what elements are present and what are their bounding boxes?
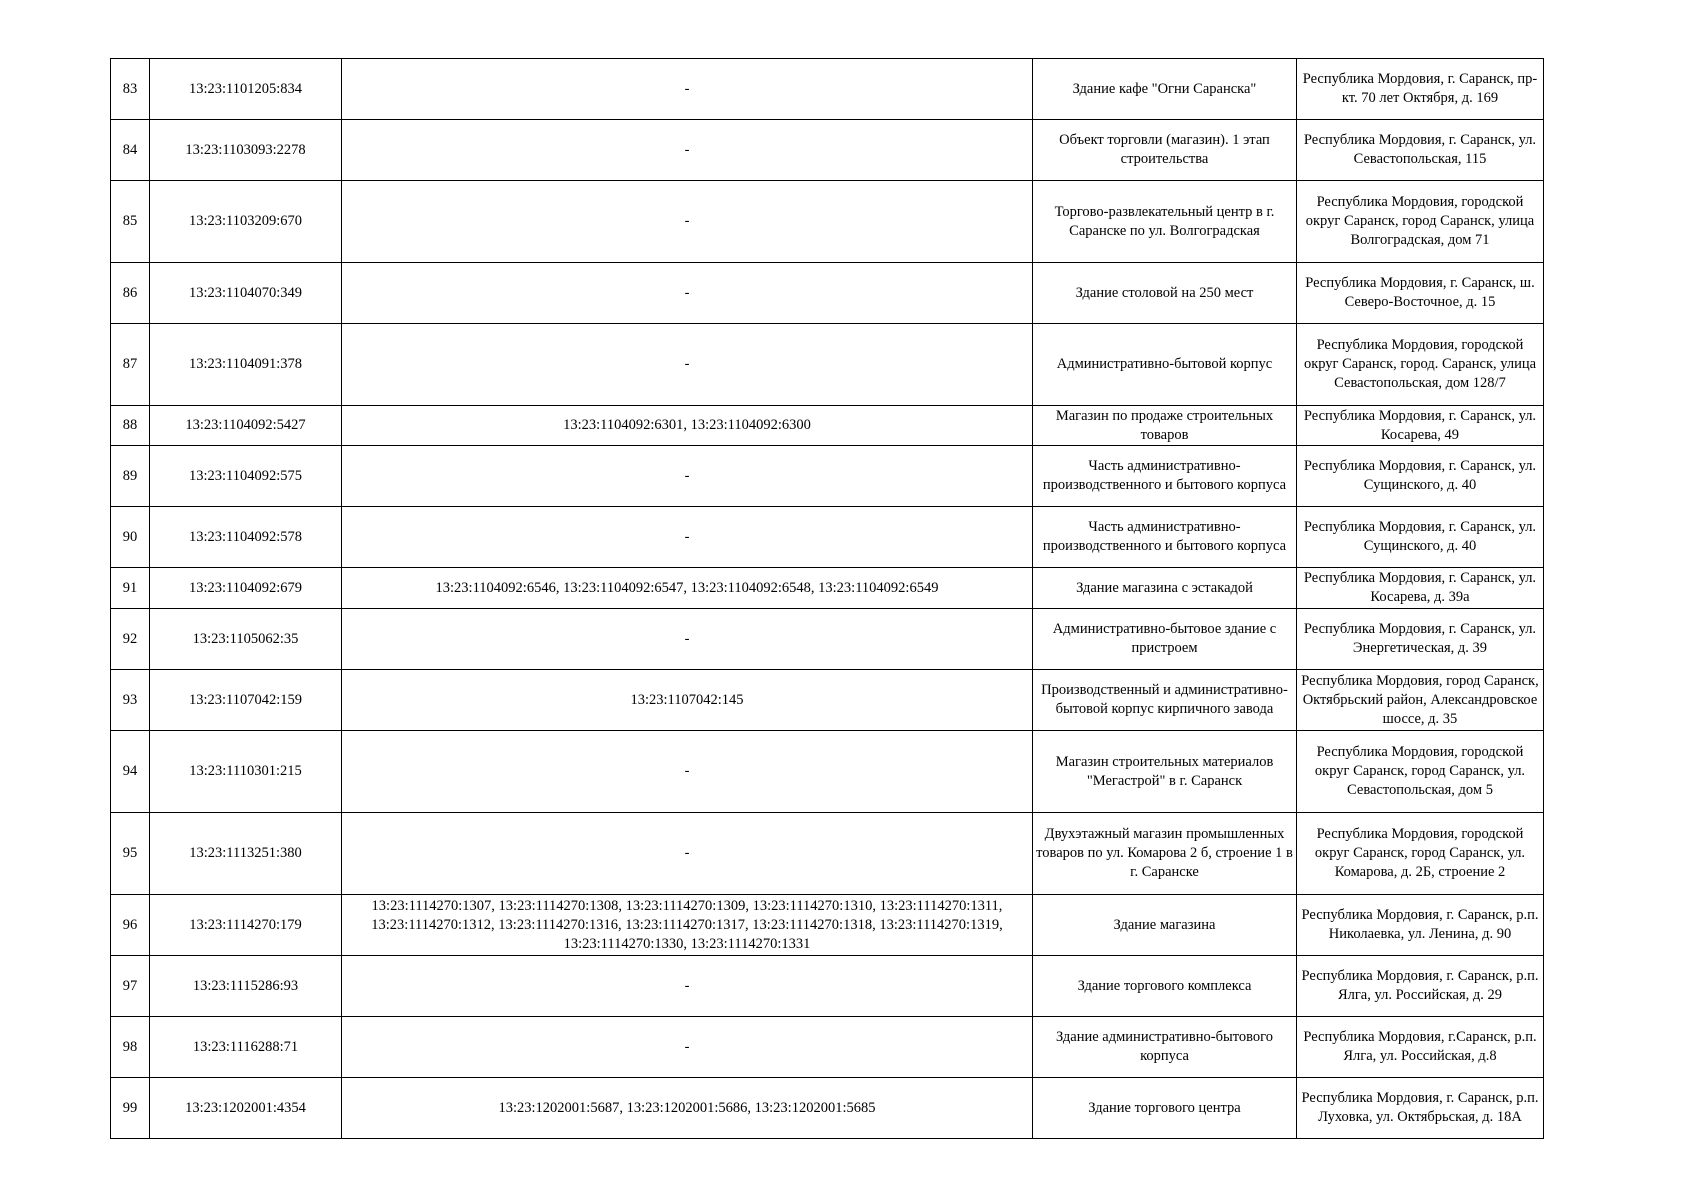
linked-parcels-cell: - <box>342 263 1033 324</box>
object-name-cell: Часть административно-производственного и бытового корпуса <box>1033 507 1297 568</box>
object-name-cell: Двухэтажный магазин промышленных товаров по ул. Комарова 2 б, строение 1 в г. Саранске <box>1033 813 1297 895</box>
linked-parcels-cell: - <box>342 507 1033 568</box>
address-cell: Республика Мордовия, городской округ Саранск, город Саранск, улица Волгоградская, дом 71 <box>1297 181 1544 263</box>
object-name-cell: Здание торгового комплекса <box>1033 956 1297 1017</box>
address-cell: Республика Мордовия, г. Саранск, р.п. Луховка, ул. Октябрьская, д. 18А <box>1297 1078 1544 1139</box>
linked-parcels-cell: - <box>342 731 1033 813</box>
registry-table-body <box>111 59 1544 1139</box>
cadastral-number-cell: 13:23:1104092:679 <box>150 568 342 609</box>
row-number-cell: 85 <box>111 181 150 263</box>
cadastral-number-cell: 13:23:1116288:71 <box>150 1017 342 1078</box>
linked-parcels-cell: - <box>342 120 1033 181</box>
row-number-cell: 98 <box>111 1017 150 1078</box>
table-row <box>111 731 1544 813</box>
address-cell: Республика Мордовия, г. Саранск, ул. Энергетическая, д. 39 <box>1297 609 1544 670</box>
address-cell: Республика Мордовия, г. Саранск, р.п. Николаевка, ул. Ленина, д. 90 <box>1297 895 1544 956</box>
cadastral-number-cell: 13:23:1113251:380 <box>150 813 342 895</box>
object-name-cell: Торгово-развлекательный центр в г. Саранске по ул. Волгоградская <box>1033 181 1297 263</box>
object-name-cell: Здание магазина <box>1033 895 1297 956</box>
row-number-cell: 86 <box>111 263 150 324</box>
address-cell: Республика Мордовия, г. Саранск, ш. Северо-Восточное, д. 15 <box>1297 263 1544 324</box>
object-name-cell: Здание торгового центра <box>1033 1078 1297 1139</box>
row-number-cell: 99 <box>111 1078 150 1139</box>
linked-parcels-cell: - <box>342 956 1033 1017</box>
linked-parcels-cell: 13:23:1104092:6301, 13:23:1104092:6300 <box>342 406 1033 446</box>
linked-parcels-cell: - <box>342 59 1033 120</box>
linked-parcels-cell: - <box>342 813 1033 895</box>
cadastral-number-cell: 13:23:1104070:349 <box>150 263 342 324</box>
address-cell: Республика Мордовия, г. Саранск, ул. Косарева, д. 39а <box>1297 568 1544 609</box>
linked-parcels-cell: 13:23:1104092:6546, 13:23:1104092:6547, 13:23:1104092:6548, 13:23:1104092:6549 <box>342 568 1033 609</box>
row-number-cell: 93 <box>111 670 150 731</box>
property-registry-table <box>110 58 1544 1139</box>
table-row <box>111 895 1544 956</box>
address-cell: Республика Мордовия, г.Саранск, р.п. Ялга, ул. Российская, д.8 <box>1297 1017 1544 1078</box>
row-number-cell: 97 <box>111 956 150 1017</box>
row-number-cell: 84 <box>111 120 150 181</box>
row-number-cell: 91 <box>111 568 150 609</box>
linked-parcels-cell: - <box>342 181 1033 263</box>
table-row <box>111 609 1544 670</box>
row-number-cell: 87 <box>111 324 150 406</box>
row-number-cell: 83 <box>111 59 150 120</box>
address-cell: Республика Мордовия, г. Саранск, ул. Севастопольская, 115 <box>1297 120 1544 181</box>
cadastral-number-cell: 13:23:1104092:578 <box>150 507 342 568</box>
table-row <box>111 406 1544 446</box>
row-number-cell: 92 <box>111 609 150 670</box>
cadastral-number-cell: 13:23:1115286:93 <box>150 956 342 1017</box>
table-row <box>111 1078 1544 1139</box>
row-number-cell: 96 <box>111 895 150 956</box>
address-cell: Республика Мордовия, городской округ Саранск, город Саранск, ул. Севастопольская, дом 5 <box>1297 731 1544 813</box>
object-name-cell: Здание магазина с эстакадой <box>1033 568 1297 609</box>
table-row <box>111 59 1544 120</box>
address-cell: Республика Мордовия, г. Саранск, ул. Косарева, 49 <box>1297 406 1544 446</box>
object-name-cell: Часть административно-производственного и бытового корпуса <box>1033 446 1297 507</box>
row-number-cell: 95 <box>111 813 150 895</box>
linked-parcels-cell: 13:23:1114270:1307, 13:23:1114270:1308, 13:23:1114270:1309, 13:23:1114270:1310, 13:23:1114270:1311, 13:23:1114270:1312, 13:23:1114270:1316, 13:23:1114270:1317, 13:23:1114270:1318, 13:23:1114270:1319, 13:23:1114270:1330, 13:23:1114270:1331 <box>342 895 1033 956</box>
object-name-cell: Магазин строительных материалов "Мегастрой" в г. Саранск <box>1033 731 1297 813</box>
address-cell: Республика Мордовия, г. Саранск, ул. Сущинского, д. 40 <box>1297 446 1544 507</box>
address-cell: Республика Мордовия, г. Саранск, р.п. Ялга, ул. Российская, д. 29 <box>1297 956 1544 1017</box>
row-number-cell: 94 <box>111 731 150 813</box>
cadastral-number-cell: 13:23:1103093:2278 <box>150 120 342 181</box>
table-row <box>111 813 1544 895</box>
cadastral-number-cell: 13:23:1114270:179 <box>150 895 342 956</box>
linked-parcels-cell: 13:23:1107042:145 <box>342 670 1033 731</box>
object-name-cell: Административно-бытовой корпус <box>1033 324 1297 406</box>
cadastral-number-cell: 13:23:1104092:5427 <box>150 406 342 446</box>
cadastral-number-cell: 13:23:1104091:378 <box>150 324 342 406</box>
table-row <box>111 956 1544 1017</box>
address-cell: Республика Мордовия, г. Саранск, ул. Сущинского, д. 40 <box>1297 507 1544 568</box>
table-row <box>111 120 1544 181</box>
cadastral-number-cell: 13:23:1104092:575 <box>150 446 342 507</box>
linked-parcels-cell: - <box>342 609 1033 670</box>
object-name-cell: Здание административно-бытового корпуса <box>1033 1017 1297 1078</box>
cadastral-number-cell: 13:23:1103209:670 <box>150 181 342 263</box>
table-row <box>111 670 1544 731</box>
address-cell: Республика Мордовия, город Саранск, Октябрьский район, Александровское шоссе, д. 35 <box>1297 670 1544 731</box>
object-name-cell: Магазин по продаже строительных товаров <box>1033 406 1297 446</box>
object-name-cell: Административно-бытовое здание с пристроем <box>1033 609 1297 670</box>
cadastral-number-cell: 13:23:1202001:4354 <box>150 1078 342 1139</box>
table-row <box>111 263 1544 324</box>
object-name-cell: Здание столовой на 250 мест <box>1033 263 1297 324</box>
table-row <box>111 1017 1544 1078</box>
linked-parcels-cell: - <box>342 324 1033 406</box>
linked-parcels-cell: - <box>342 1017 1033 1078</box>
cadastral-number-cell: 13:23:1105062:35 <box>150 609 342 670</box>
table-row <box>111 568 1544 609</box>
table-row <box>111 181 1544 263</box>
row-number-cell: 88 <box>111 406 150 446</box>
address-cell: Республика Мордовия, городской округ Саранск, город Саранск, ул. Комарова, д. 2Б, строение 2 <box>1297 813 1544 895</box>
table-row <box>111 446 1544 507</box>
address-cell: Республика Мордовия, г. Саранск, пр-кт. 70 лет Октября, д. 169 <box>1297 59 1544 120</box>
linked-parcels-cell: - <box>342 446 1033 507</box>
linked-parcels-cell: 13:23:1202001:5687, 13:23:1202001:5686, 13:23:1202001:5685 <box>342 1078 1033 1139</box>
object-name-cell: Объект торговли (магазин). 1 этап строительства <box>1033 120 1297 181</box>
row-number-cell: 89 <box>111 446 150 507</box>
cadastral-number-cell: 13:23:1107042:159 <box>150 670 342 731</box>
address-cell: Республика Мордовия, городской округ Саранск, город. Саранск, улица Севастопольская, дом 128/7 <box>1297 324 1544 406</box>
cadastral-number-cell: 13:23:1101205:834 <box>150 59 342 120</box>
table-row <box>111 507 1544 568</box>
table-row <box>111 324 1544 406</box>
object-name-cell: Здание кафе "Огни Саранска" <box>1033 59 1297 120</box>
cadastral-number-cell: 13:23:1110301:215 <box>150 731 342 813</box>
object-name-cell: Производственный и административно-бытовой корпус кирпичного завода <box>1033 670 1297 731</box>
row-number-cell: 90 <box>111 507 150 568</box>
